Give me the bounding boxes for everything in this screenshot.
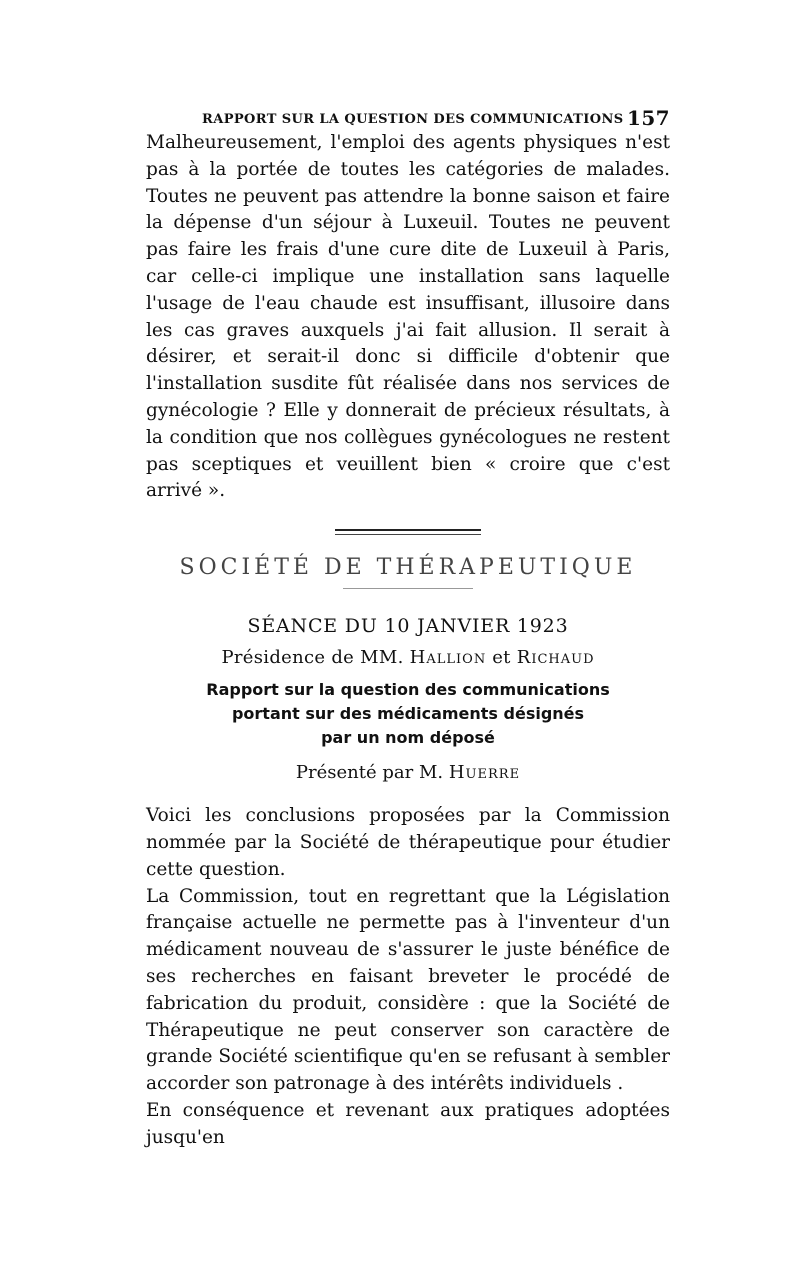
paragraph-intro: Malheureusement, l'emploi des agents physiques n'est pas à la portée de toutes les catégories de malades. Toutes ne peuvent pas attendre la bonne saison et faire la dépense d'un séjour à Luxeuil. Toutes ne peuvent pas faire les frais d'une cure dite de Luxeuil à Paris, car celle-ci implique une installation sans laquelle l'usage de l'eau chaude est insuffisant, illusoire dans les cas graves auxquels j'ai fait allusion. Il serait à désirer, et serait-il donc si difficile d'obtenir que l'installation susdite fût réalisée dans nos services de gynécologie ? Elle y donnerait de précieux résultats, à la condition que nos collègues gynécologues ne restent pas sceptiques et veuillent bien « croire que c'est arrivé ». <box>146 132 670 502</box>
society-underline <box>343 588 473 589</box>
president-name-1: Hallion <box>409 647 487 669</box>
report-title <box>146 678 670 750</box>
presidence-conjunction: et <box>492 647 511 669</box>
report-title-line-2: portant sur des médicaments désignés <box>231 704 585 724</box>
paragraph-consequence: En conséquence et revenant aux pratiques adoptées jusqu'en <box>146 1099 670 1148</box>
report-title-line-3: par un nom déposé <box>321 728 495 748</box>
president-name-2: Richaud <box>516 647 595 669</box>
presenter-name: Huerre <box>448 762 521 784</box>
divider-rule-thick <box>335 529 481 531</box>
running-head <box>146 100 670 130</box>
presenter-prefix: Présenté par M. <box>295 762 444 784</box>
page-number: 157 <box>627 106 670 130</box>
seance-heading: SÉANCE DU 10 JANVIER 1923 <box>247 615 569 638</box>
report-title-line-1: Rapport sur la question des communications <box>206 680 610 700</box>
divider-rule-thin <box>335 534 481 535</box>
paragraph-conclusions: Voici les conclusions proposées par la Commission nommée par la Société de thérapeutique pour étudier cette question. <box>146 805 670 880</box>
section-divider <box>335 529 481 535</box>
presidence-prefix: Présidence de MM. <box>221 647 404 669</box>
presenter-line <box>146 762 670 783</box>
presidence-line <box>146 647 670 668</box>
society-heading: SOCIÉTÉ DE THÉRAPEUTIQUE <box>179 555 637 581</box>
paragraph-commission: La Commission, tout en regrettant que la Législation française actuelle ne permette pas à l'inventeur d'un médicament nouveau de s'assurer le juste bénéfice de ses recherches en faisant breveter le procédé de fabrication du produit, considère : que la Société de Thérapeutique ne peut conserver son caractère de grande Société scientifique qu'en se refusant à sembler accorder son patronage à des intérêts individuels . <box>146 885 670 1095</box>
document-page <box>146 100 670 1152</box>
running-head-title: RAPPORT SUR LA QUESTION DES COMMUNICATIONS <box>202 112 624 127</box>
